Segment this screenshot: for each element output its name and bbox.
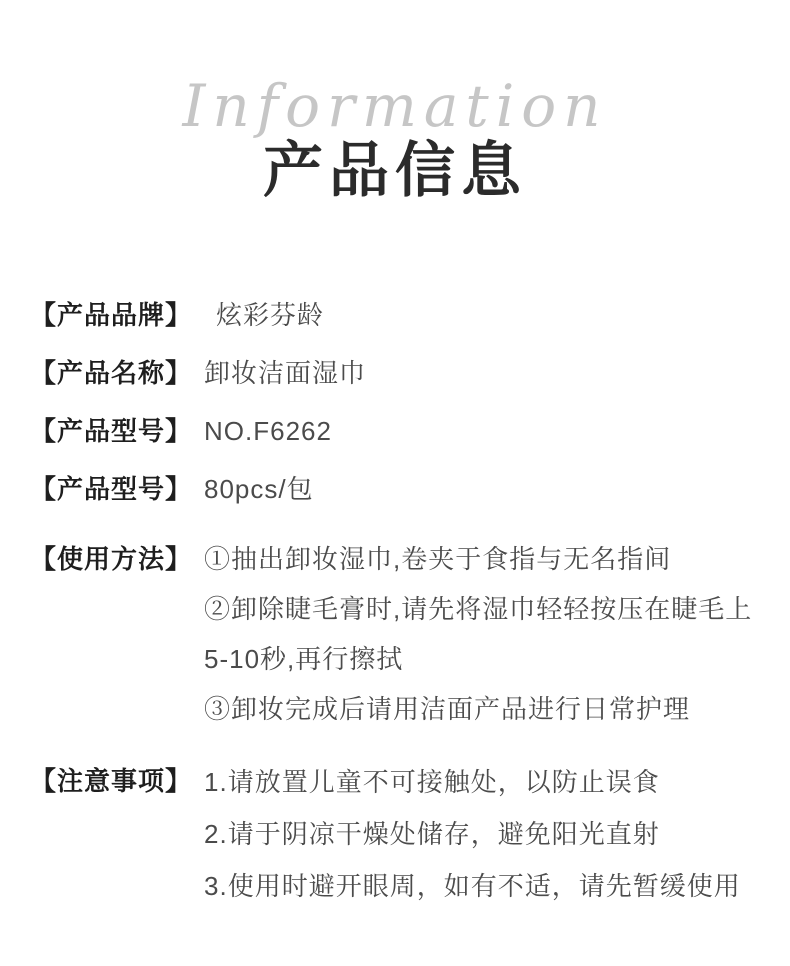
note-line: 2.请于阴凉干燥处储存，避免阳光直射 bbox=[204, 819, 660, 849]
script-heading: Information bbox=[182, 72, 608, 140]
usage-label: 【使用方法】 bbox=[30, 544, 193, 574]
spec-value: 80pcs/包 bbox=[204, 474, 314, 504]
usage-section bbox=[30, 534, 766, 734]
usage-line: 5-10秒,再行擦拭 bbox=[204, 644, 404, 674]
spec-label: 【产品型号】 bbox=[30, 416, 193, 446]
page-header bbox=[0, 0, 790, 202]
usage-line: ③卸妆完成后请用洁面产品进行日常护理 bbox=[204, 694, 691, 724]
spec-row-name bbox=[30, 356, 766, 390]
spec-row-brand bbox=[30, 298, 766, 332]
notes-label: 【注意事项】 bbox=[30, 766, 193, 796]
usage-lines bbox=[192, 534, 752, 734]
spec-value: 炫彩芬龄 bbox=[216, 300, 325, 330]
product-details bbox=[0, 298, 790, 912]
spec-label: 【产品型号】 bbox=[30, 474, 193, 504]
spec-label: 【产品品牌】 bbox=[30, 300, 193, 330]
notes-section bbox=[30, 756, 766, 912]
spec-row-quantity bbox=[30, 472, 766, 506]
note-line: 3.使用时避开眼周，如有不适，请先暂缓使用 bbox=[204, 871, 741, 901]
spec-label: 【产品名称】 bbox=[30, 358, 193, 388]
notes-lines bbox=[192, 756, 741, 912]
page-title: 产品信息 bbox=[263, 137, 527, 204]
usage-line: ①抽出卸妆湿巾,卷夹于食指与无名指间 bbox=[204, 544, 672, 574]
spec-value: NO.F6262 bbox=[204, 416, 332, 446]
spec-value: 卸妆洁面湿巾 bbox=[204, 358, 367, 388]
spec-row-model bbox=[30, 414, 766, 448]
usage-line: ②卸除睫毛膏时,请先将湿巾轻轻按压在睫毛上 bbox=[204, 594, 753, 624]
note-line: 1.请放置儿童不可接触处，以防止误食 bbox=[204, 767, 660, 797]
